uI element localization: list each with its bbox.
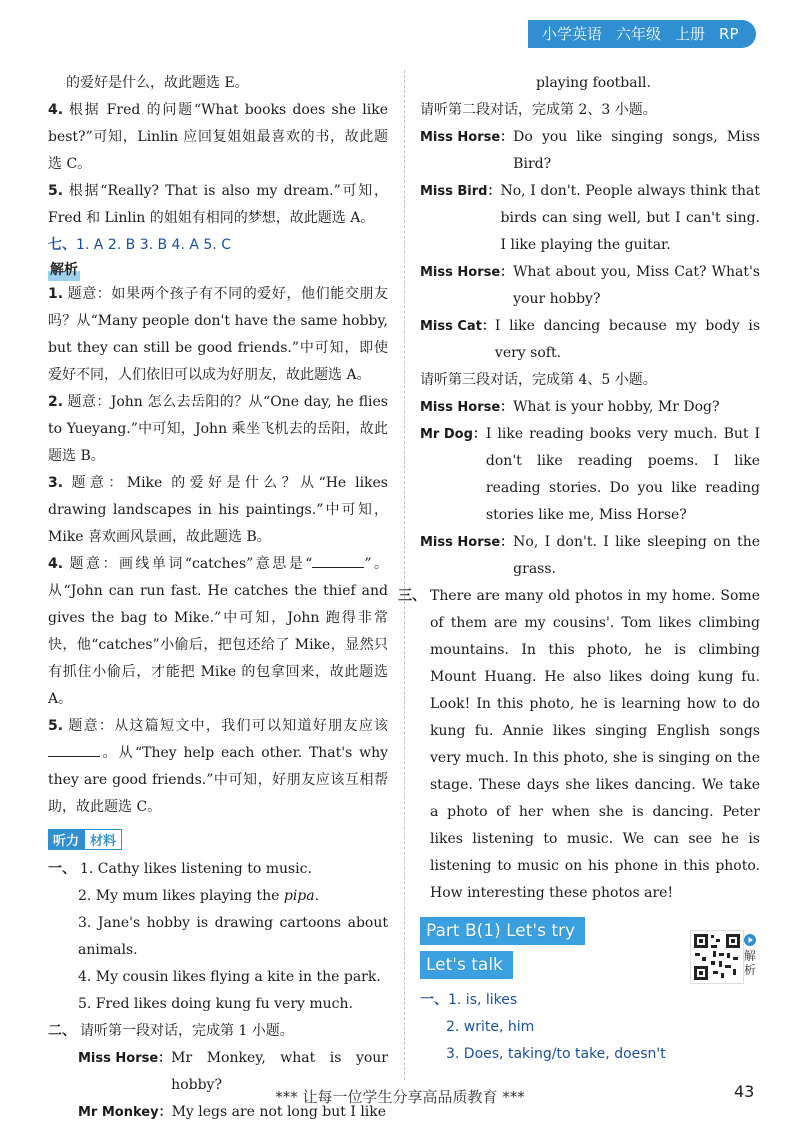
- section-label: 二、: [48, 1023, 76, 1039]
- page-number: 43: [734, 1082, 755, 1101]
- speaker: Miss Bird：: [420, 184, 501, 199]
- item-text: 。从“They help each other. That's why they are good friends.”中可知，好朋友应该互相帮助，故此题选 C。: [48, 745, 388, 815]
- listening-item: 5. Fred likes doing kung fu very much.: [78, 996, 353, 1012]
- item-number: 5.: [48, 718, 64, 734]
- explanation-item: [48, 97, 388, 178]
- speaker: Miss Horse：: [420, 400, 514, 415]
- speaker: Mr Monkey：: [78, 1105, 172, 1120]
- section-label: 三、: [398, 588, 426, 604]
- section-seven-answers: [48, 232, 388, 259]
- speech: Do you like singing songs, Miss Bird?: [513, 129, 760, 172]
- subject-label: 小学英语: [542, 25, 603, 43]
- explanation-item: [48, 551, 388, 713]
- item-number: 4.: [48, 556, 64, 572]
- qr-tag-text: 解析: [744, 949, 757, 977]
- dialogue-line: [420, 529, 760, 583]
- item-text: 根据 Fred 的问题“What books does she like best?”可知，Linlin 应回复姐姐最喜欢的书，故此题选 C。: [48, 102, 388, 172]
- item-text: 题意：画线单词“catches”意思是“: [67, 556, 313, 572]
- speaker: Miss Horse：: [78, 1051, 172, 1066]
- item-text: 题意：Mike 的爱好是什么？从“He likes drawing landscapes in his paintings.”中可知，Mike 喜欢画风景画，故此题选 B。: [48, 475, 388, 545]
- item-number: 3.: [48, 475, 64, 491]
- listening-label: 听力: [48, 829, 84, 850]
- speech: No, I don't. People always think that birds can sing well, but I can't sing. I like playing the guitar.: [500, 183, 760, 253]
- dialogue-continuation: playing football.: [536, 75, 651, 91]
- item-text: .: [314, 888, 320, 904]
- speech: I like dancing because my body is very soft.: [494, 318, 760, 361]
- item-text: 题意：从这篇短文中，我们可以知道好朋友应该: [67, 718, 388, 734]
- answer-text: 1. is, likes: [448, 992, 518, 1008]
- item-text-italic: pipa: [283, 888, 315, 904]
- passage: [398, 583, 760, 907]
- left-column: [48, 70, 388, 1126]
- item-text: 2. My mum likes playing the: [78, 888, 284, 904]
- speech: What is your hobby, Mr Dog?: [513, 399, 720, 415]
- column-divider: [404, 70, 405, 1080]
- item-text: ”。从“John can run fast. He catches the thief and gives the bag to Mike.”中可知，John 跑得非常快，他“catches”小偷后，把包还给了 Mike，显然只有抓住小偷后，才能把 Mike 的包拿回来，故此题选 A。: [48, 556, 388, 707]
- speaker: Miss Horse：: [420, 535, 514, 550]
- fill-blank: [312, 553, 364, 568]
- item-number: 2.: [48, 394, 64, 410]
- speaker: Mr Dog：: [420, 427, 486, 442]
- explanation-item: [48, 178, 388, 232]
- qr-code-icon: [691, 931, 743, 983]
- item-text: 根据“Really? That is also my dream.”可知，Fred 和 Linlin 的姐姐有相同的梦想，故此题选 A。: [48, 183, 388, 226]
- explanation-item: [48, 470, 388, 551]
- item-text: 请听第一段对话，完成第 1 小题。: [80, 1023, 294, 1039]
- speaker: Miss Cat：: [420, 319, 495, 334]
- explanation-item: [48, 389, 388, 470]
- passage-text: There are many old photos in my home. Some of them are my cousins'. Tom likes climbing mountains. In this photo, he is climbing Mount Huang. He also likes doing kung fu. Look! In this photo, he is learning how to do kung fu. Annie likes singing English songs very much. In this photo, she is singing on the stage. These days she likes dancing. We take a photo of her when she is dancing. Peter likes listening to music. We can see he is listening to music on his phone in this photo. How interesting these photos are!: [430, 588, 760, 901]
- speaker: Miss Horse：: [420, 265, 514, 280]
- fill-blank: [48, 742, 100, 757]
- item-number: 4.: [48, 102, 64, 118]
- listening-item: [48, 883, 388, 910]
- dialogue-line: [420, 259, 760, 313]
- answer-text: 的爱好是什么，故此题选 E。: [66, 75, 249, 91]
- speech: No, I don't. I like sleeping on the grass.: [513, 534, 760, 577]
- qr-play-label: [744, 934, 758, 977]
- dialogue-intro: [48, 1018, 388, 1045]
- answer-list: 1. A 2. B 3. B 4. A 5. C: [76, 237, 231, 253]
- dialogue-intro: 请听第三段对话，完成第 4、5 小题。: [420, 372, 657, 388]
- item-text: 1. Cathy likes listening to music.: [80, 861, 312, 877]
- play-icon: [744, 934, 756, 946]
- speaker: Miss Horse：: [420, 130, 514, 145]
- section-label: 一、: [48, 861, 76, 877]
- item-number: 5.: [48, 183, 64, 199]
- material-label: 材料: [84, 829, 122, 850]
- section-label: 一、: [420, 992, 448, 1008]
- dialogue-line: [420, 313, 760, 367]
- speech: My legs are not long but I like: [171, 1104, 387, 1120]
- right-column: [398, 70, 760, 1068]
- grade-label: 六年级: [616, 25, 662, 43]
- explanation-heading: 解析: [48, 259, 80, 281]
- book-header-bar: [528, 20, 756, 48]
- answer-line: 2. write, him: [446, 1019, 535, 1035]
- item-text: 题意：John 怎么去岳阳的？从“One day, he flies to Yueyang.”中可知，John 乘坐飞机去的岳阳，故此题选 B。: [48, 394, 388, 464]
- dialogue-line: [420, 124, 760, 178]
- part-subtitle: Let's talk: [420, 951, 513, 979]
- dialogue-line: [420, 394, 760, 421]
- explanation-item: [48, 281, 388, 389]
- dialogue-line: [420, 421, 760, 529]
- dialogue-line: [420, 178, 760, 259]
- listening-item: [48, 856, 388, 883]
- speech: Mr Monkey, what is your hobby?: [171, 1050, 388, 1093]
- explanation-item: [48, 713, 388, 821]
- section-label: 七、: [48, 237, 76, 253]
- speech: What about you, Miss Cat? What's your hobby?: [513, 264, 760, 307]
- listening-item: 3. Jane's hobby is drawing cartoons about animals.: [78, 915, 388, 958]
- part-title: Part B(1) Let's try: [420, 917, 585, 945]
- speech: I like reading books very much. But I don't like reading poems. I like reading stories. Do you like reading stories like me, Miss Horse?: [485, 426, 760, 523]
- term-label: 上册: [675, 25, 706, 43]
- answer-line: [420, 987, 760, 1014]
- edition-label: RP: [719, 25, 739, 43]
- dialogue-intro: 请听第二段对话，完成第 2、3 小题。: [420, 102, 657, 118]
- listening-material-heading: [48, 829, 122, 850]
- item-number: 1.: [48, 286, 64, 302]
- listening-item: 4. My cousin likes flying a kite in the park.: [78, 969, 381, 985]
- footer-slogan: *** 让每一位学生分享高品质教育 ***: [275, 1088, 525, 1106]
- answer-line: 3. Does, taking/to take, doesn't: [446, 1046, 666, 1062]
- item-text: 题意：如果两个孩子有不同的爱好，他们能交朋友吗？从“Many people don't have the same hobby, but they can still be good friends.”中可知，即使爱好不同，人们依旧可以成为好朋友，故此题选 A。: [48, 286, 388, 383]
- qr-code[interactable]: [690, 930, 744, 984]
